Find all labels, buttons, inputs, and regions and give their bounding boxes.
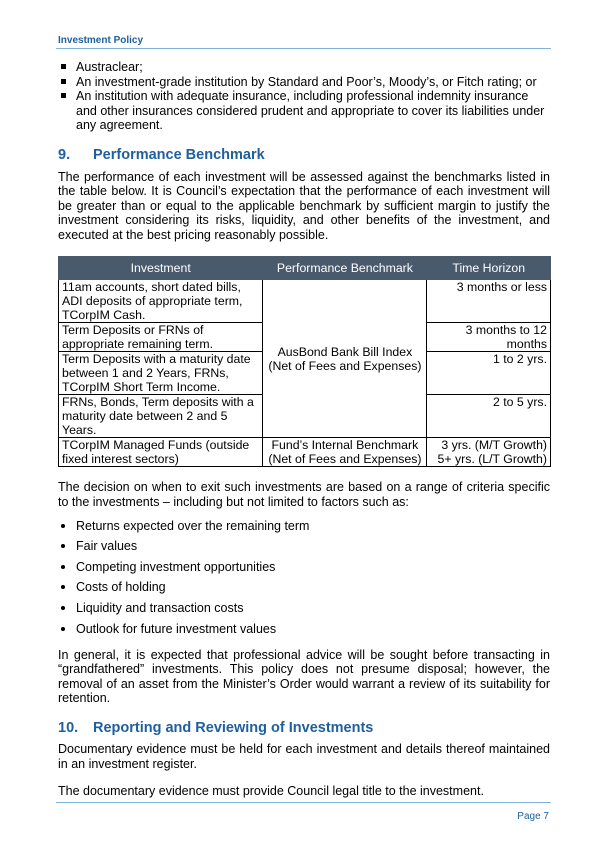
list-item: Liquidity and transaction costs <box>58 601 550 615</box>
section-title: Reporting and Reviewing of Investments <box>93 720 374 736</box>
list-item: Austraclear; <box>58 60 550 75</box>
footer-divider <box>56 802 551 803</box>
investment-cell: Term Deposits or FRNs of appropriate remaining term. <box>59 323 263 352</box>
benchmark-cell: Fund’s Internal Benchmark (Net of Fees and Expenses) <box>263 438 427 467</box>
investment-cell: 11am accounts, short dated bills, ADI deposits of appropriate term, TCorpIM Cash. <box>59 280 263 323</box>
list-item: An institution with adequate insurance, including professional indemnity insurance and other insurances considered prudent and appropriate to cover its liabilities under any agreement. <box>58 89 550 133</box>
benchmark-cell: AusBond Bank Bill Index (Net of Fees and Expenses) <box>263 280 427 438</box>
list-item: An investment-grade institution by Standard and Poor’s, Moody’s, or Fitch rating; or <box>58 75 550 90</box>
column-header-investment: Investment <box>59 257 263 280</box>
section-number: 10. <box>58 720 79 736</box>
investment-cell: FRNs, Bonds, Term deposits with a maturity date between 2 and 5 Years. <box>59 395 263 438</box>
benchmark-table <box>58 256 551 467</box>
page-number: Page 7 <box>517 811 549 822</box>
header-divider <box>56 48 551 49</box>
criteria-list <box>58 519 550 636</box>
horizon-cell: 1 to 2 yrs. <box>427 352 551 395</box>
document-header-title: Investment Policy <box>58 35 144 46</box>
section-9-paragraph: The performance of each investment will be assessed against the benchmarks listed in the table below. It is Council’s expectation that the performance of each investment will be greater than or equal to the applicable benchmark by sufficient margin to justify the investment considering its risks, liquidity, and other benefits of the investment, and executed at the best pricing reasonably possible. <box>58 169 550 242</box>
table-row <box>59 280 551 323</box>
section-9-heading <box>58 146 550 164</box>
horizon-cell: 3 months to 12 months <box>427 323 551 352</box>
investment-cell: TCorpIM Managed Funds (outside fixed interest sectors) <box>59 438 263 467</box>
table-header-row <box>59 257 551 280</box>
section-title: Performance Benchmark <box>93 146 265 163</box>
section-10-paragraph-2: The documentary evidence must provide Council legal title to the investment. <box>58 784 484 799</box>
list-item: Costs of holding <box>58 580 550 594</box>
list-item: Outlook for future investment values <box>58 622 550 636</box>
decision-paragraph: The decision on when to exit such investments are based on a range of criteria specific to the investments – including but not limited to factors such as: <box>58 480 550 510</box>
section-number: 9. <box>58 146 71 163</box>
page-content <box>58 60 550 799</box>
investment-cell: Term Deposits with a maturity date between 1 and 2 Years, FRNs, TCorpIM Short Term Income. <box>59 352 263 395</box>
list-item: Returns expected over the remaining term <box>58 519 550 533</box>
horizon-cell: 3 yrs. (M/T Growth) 5+ yrs. (L/T Growth) <box>427 438 551 467</box>
list-item: Fair values <box>58 539 550 553</box>
section-10-paragraph-1: Documentary evidence must be held for each investment and details thereof maintained in an investment register. <box>58 742 550 771</box>
list-item: Competing investment opportunities <box>58 560 550 574</box>
horizon-cell: 2 to 5 yrs. <box>427 395 551 438</box>
column-header-benchmark: Performance Benchmark <box>263 257 427 280</box>
column-header-time-horizon: Time Horizon <box>427 257 551 280</box>
section-10-heading <box>58 719 550 737</box>
general-paragraph: In general, it is expected that professional advice will be sought before transacting in “grandfathered” investments. This policy does not presume disposal; however, the removal of an asset from the Minister’s Order would warrant a review of its suitability for retention. <box>58 647 550 706</box>
horizon-cell: 3 months or less <box>427 280 551 323</box>
table-row <box>59 438 551 467</box>
institution-bullet-list <box>58 60 550 133</box>
